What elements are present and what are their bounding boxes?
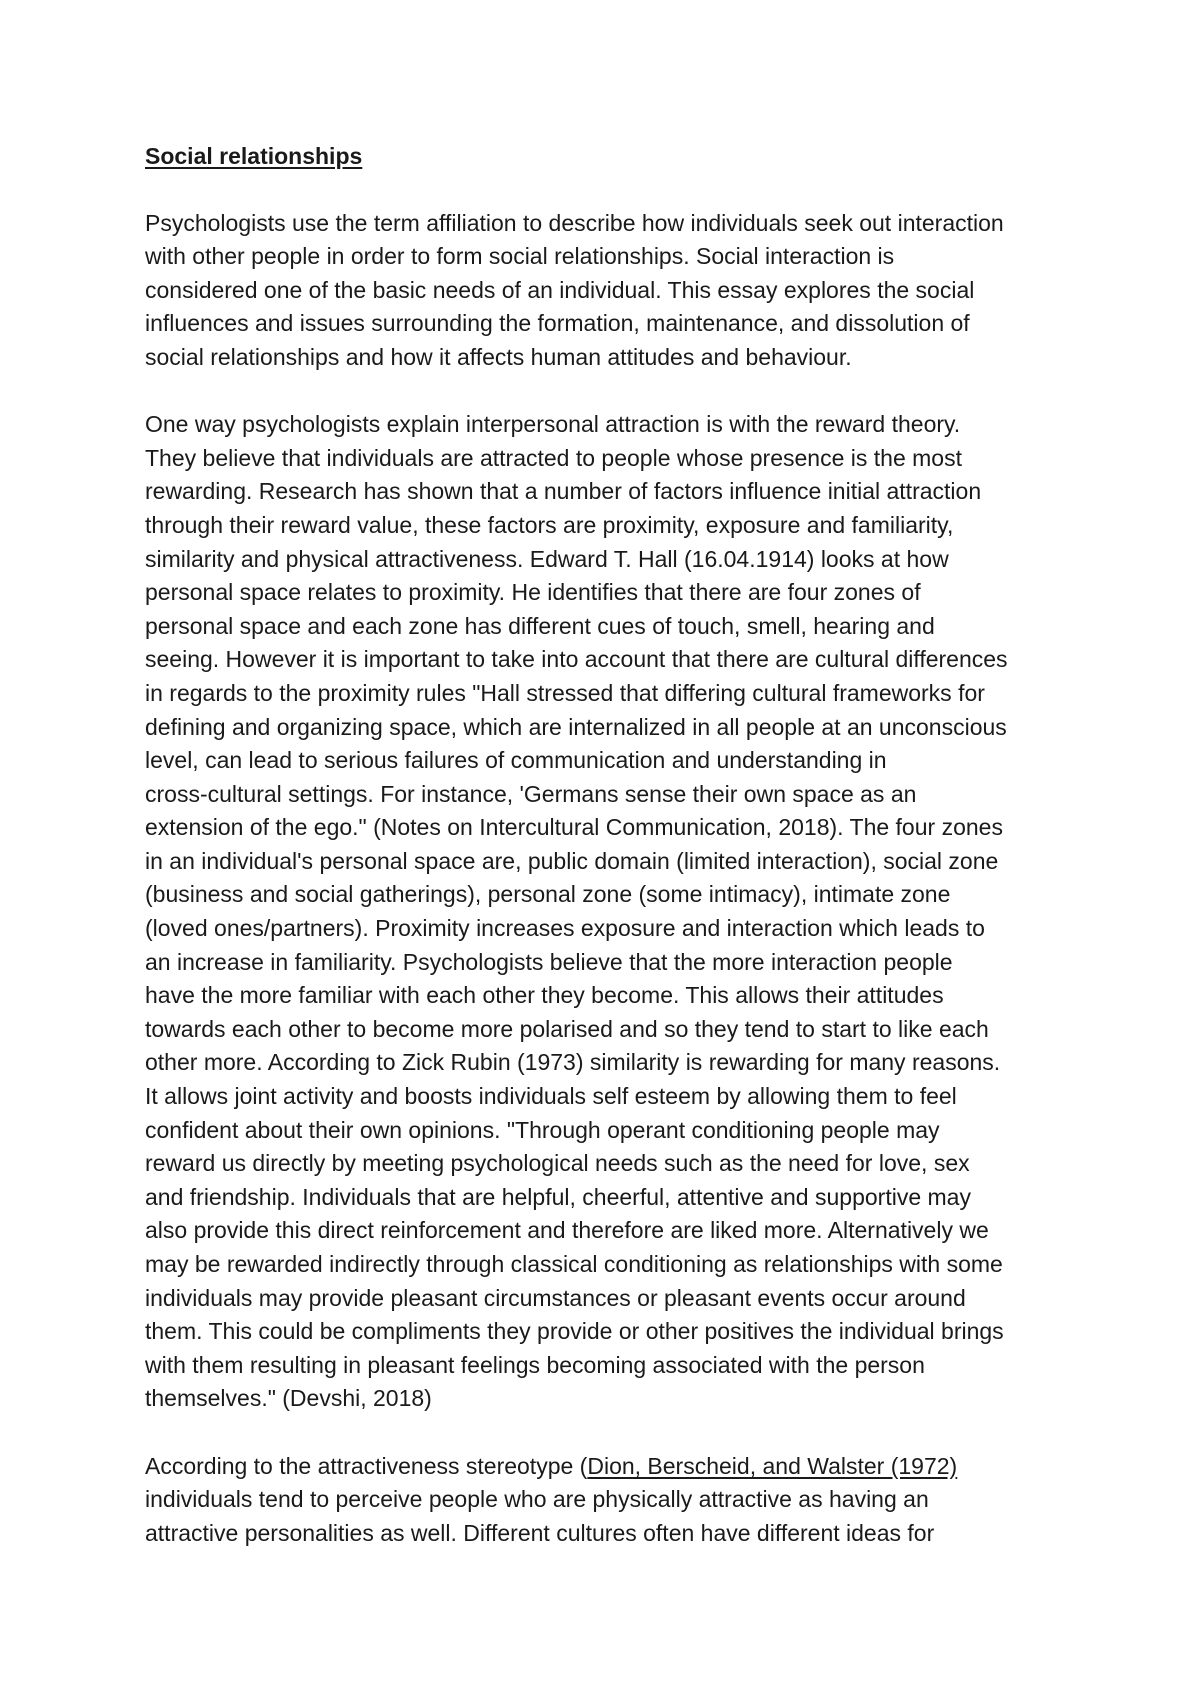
- paragraph-line: [145, 1450, 1075, 1484]
- paragraph-line: have the more familiar with each other they become. This allows their attitudes: [145, 982, 944, 1009]
- document-title: Social relationships: [145, 143, 363, 169]
- paragraph-line: personal space and each zone has different cues of touch, smell, hearing and: [145, 612, 935, 639]
- paragraph-line: other more. According to Zick Rubin (1973) similarity is rewarding for many reasons.: [145, 1049, 1001, 1076]
- paragraph-line: seeing. However it is important to take into account that there are cultural differences: [145, 646, 1008, 673]
- paragraph-line: them. This could be compliments they provide or other positives the individual brings: [145, 1318, 1004, 1345]
- paragraph-line: confident about their own opinions. "Through operant conditioning people may: [145, 1116, 940, 1143]
- paragraph-line: They believe that individuals are attracted to people whose presence is the most: [145, 444, 962, 471]
- paragraph-line: through their reward value, these factors are proximity, exposure and familiarity,: [145, 511, 954, 538]
- paragraph-line: level, can lead to serious failures of communication and understanding in: [145, 747, 887, 774]
- paragraph-line: may be rewarded indirectly through classical conditioning as relationships with some: [145, 1251, 1003, 1277]
- paragraph-intro: [145, 207, 1075, 375]
- paragraph-line: considered one of the basic needs of an individual. This essay explores the social: [145, 276, 975, 303]
- paragraph-attractiveness-stereotype: [145, 1450, 1075, 1551]
- paragraph-line: themselves." (Devshi, 2018): [145, 1385, 432, 1412]
- paragraph-line: similarity and physical attractiveness. Edward T. Hall (16.04.1914) looks at how: [145, 545, 949, 572]
- paragraph-line: personal space relates to proximity. He identifies that there are four zones of: [145, 579, 921, 606]
- paragraph-line: with other people in order to form social relationships. Social interaction is: [145, 243, 895, 270]
- paragraph-line: cross-cultural settings. For instance, 'Germans sense their own space as an: [145, 780, 917, 807]
- paragraph-reward-theory: [145, 408, 1075, 1416]
- paragraph-line: towards each other to become more polarised and so they tend to start to like each: [145, 1015, 989, 1042]
- paragraph-line: defining and organizing space, which are internalized in all people at an unconscious: [145, 713, 1007, 740]
- paragraph-line: in regards to the proximity rules "Hall stressed that differing cultural frameworks for: [145, 679, 985, 706]
- paragraph-line: One way psychologists explain interpersonal attraction is with the reward theory.: [145, 411, 961, 438]
- citation-link[interactable]: Dion, Berscheid, and Walster (1972): [587, 1452, 958, 1479]
- paragraph-line: rewarding. Research has shown that a number of factors influence initial attraction: [145, 478, 982, 505]
- paragraph-line: extension of the ego." (Notes on Intercultural Communication, 2018). The four zones: [145, 814, 1003, 841]
- paragraph-line: an increase in familiarity. Psychologists believe that the more interaction people: [145, 948, 953, 975]
- paragraph-line: (loved ones/partners). Proximity increases exposure and interaction which leads to: [145, 915, 985, 942]
- paragraph-line: individuals tend to perceive people who are physically attractive as having an: [145, 1486, 929, 1513]
- paragraph-line: and friendship. Individuals that are helpful, cheerful, attentive and supportive may: [145, 1183, 971, 1210]
- paragraph-line: It allows joint activity and boosts individuals self esteem by allowing them to feel: [145, 1083, 957, 1110]
- paragraph-line: Psychologists use the term affiliation to describe how individuals seek out interaction: [145, 209, 1004, 236]
- paragraph-line: (business and social gatherings), personal zone (some intimacy), intimate zone: [145, 881, 951, 908]
- paragraph-line: social relationships and how it affects human attitudes and behaviour.: [145, 343, 852, 370]
- paragraph-line: influences and issues surrounding the formation, maintenance, and dissolution of: [145, 310, 970, 337]
- line-text: According to the attractiveness stereotype (: [145, 1452, 588, 1479]
- paragraph-line: also provide this direct reinforcement and therefore are liked more. Alternatively we: [145, 1217, 989, 1244]
- paragraph-line: attractive personalities as well. Different cultures often have different ideas for: [145, 1519, 935, 1546]
- paragraph-line: individuals may provide pleasant circumstances or pleasant events occur around: [145, 1284, 966, 1311]
- paragraph-line: with them resulting in pleasant feelings becoming associated with the person: [145, 1351, 925, 1378]
- document-body: [145, 140, 1075, 1584]
- paragraph-line: in an individual's personal space are, public domain (limited interaction), social zone: [145, 847, 999, 874]
- paragraph-line: reward us directly by meeting psychological needs such as the need for love, sex: [145, 1150, 970, 1177]
